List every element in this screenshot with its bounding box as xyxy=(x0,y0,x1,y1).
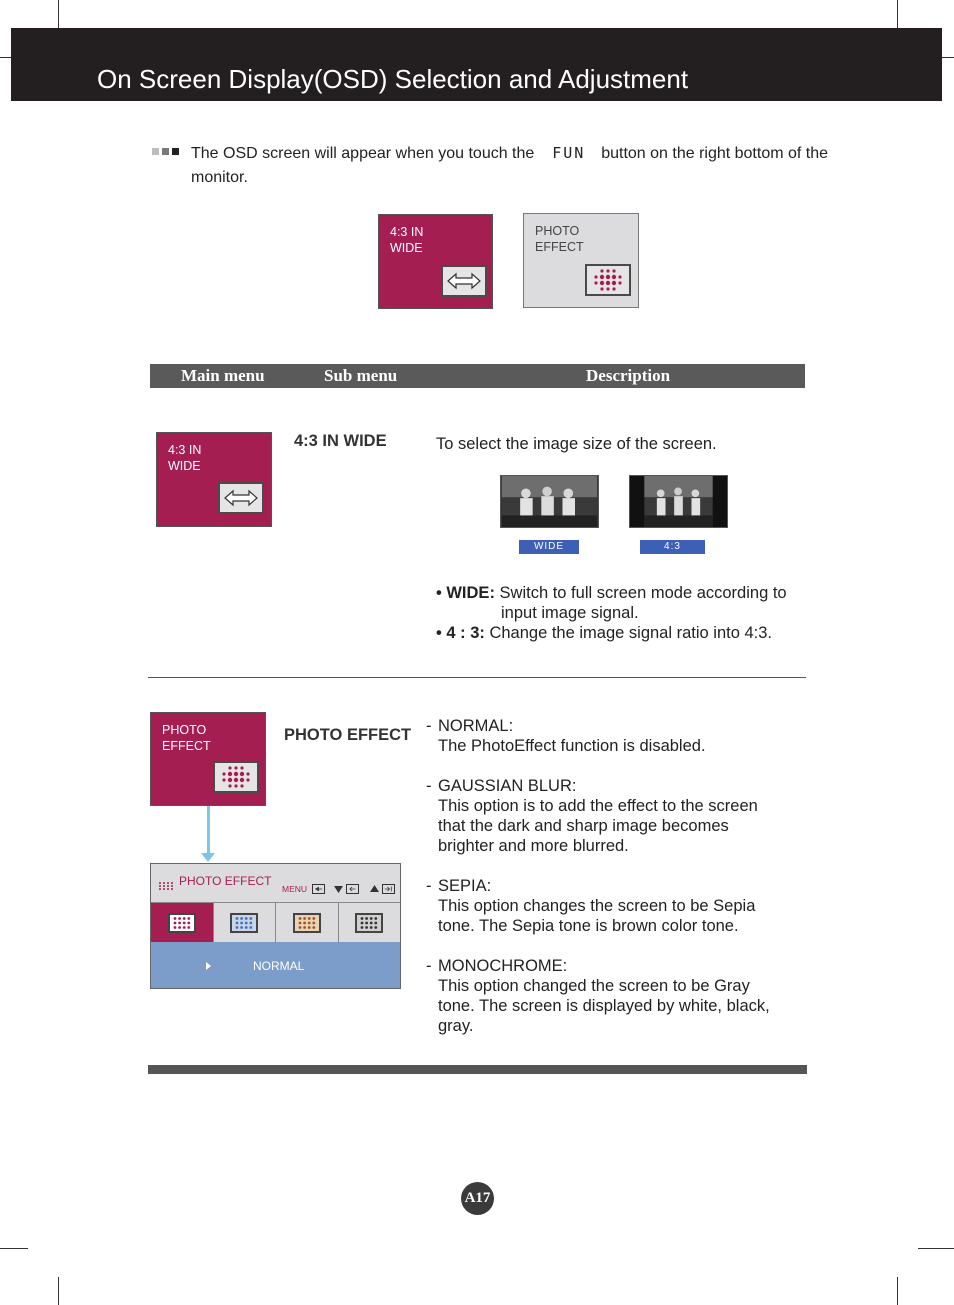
exit-icon[interactable] xyxy=(312,884,325,894)
main-menu-tile-wide xyxy=(156,432,272,527)
description-wide: To select the image size of the screen. xyxy=(436,435,717,453)
photo-effect-osd-panel xyxy=(150,863,401,989)
column-description: Description xyxy=(586,366,671,385)
bullet-4-3 xyxy=(436,623,806,643)
bullet-text: Change the image signal ratio into 4:3. xyxy=(489,624,772,642)
dot-grid-icon xyxy=(213,761,259,793)
panel-title: PHOTO EFFECT xyxy=(179,874,272,888)
bullet-text: input image signal. xyxy=(501,604,639,622)
effect-options-row xyxy=(151,902,400,943)
column-sub-menu: Sub menu xyxy=(324,366,398,385)
arrow-down-button-icon[interactable] xyxy=(332,884,345,894)
osd-tile-photo-effect xyxy=(523,213,639,308)
intro-paragraph xyxy=(191,141,831,190)
main-menu-tile-photo-effect xyxy=(150,712,266,806)
double-arrow-icon xyxy=(218,482,264,514)
crop-mark xyxy=(58,0,59,28)
bullet-term: • 4 : 3: xyxy=(436,624,485,642)
option-line: The PhotoEffect function is disabled. xyxy=(438,737,706,755)
option-line: This option is to add the effect to the screen xyxy=(438,797,758,815)
intro-text-after: button on the right bottom of the monitor. xyxy=(191,145,829,186)
gaussian-blur-effect-icon xyxy=(230,913,258,933)
dash: - xyxy=(426,957,432,975)
effect-option-normal[interactable] xyxy=(151,903,214,942)
selected-option-label: NORMAL xyxy=(253,959,305,973)
crop-mark xyxy=(0,57,11,58)
intro-text-before: The OSD screen will appear when you touch the xyxy=(191,145,535,162)
option-monochrome xyxy=(426,956,796,1036)
option-sepia xyxy=(426,876,796,936)
effect-option-sepia[interactable] xyxy=(276,903,339,942)
page-number: A17 xyxy=(461,1182,494,1215)
dash: - xyxy=(426,717,432,735)
option-gaussian-blur xyxy=(426,776,796,856)
osd-tile-label: PHOTO EFFECT xyxy=(162,723,211,753)
ratio-4-3-tag: 4:3 xyxy=(640,540,705,554)
column-main-menu: Main menu xyxy=(181,366,265,385)
dash: - xyxy=(426,877,432,895)
crop-mark xyxy=(0,1248,28,1249)
bottom-divider xyxy=(148,1065,807,1074)
osd-tile-label: PHOTO EFFECT xyxy=(535,224,584,254)
crop-mark xyxy=(918,1248,954,1249)
option-line: that the dark and sharp image becomes xyxy=(438,817,729,835)
osd-tile-label: 4:3 IN WIDE xyxy=(390,225,424,255)
section-divider xyxy=(148,677,806,678)
option-line: This option changes the screen to be Sepia xyxy=(438,897,756,915)
dot-grid-icon xyxy=(585,264,631,296)
wide-tag: WIDE xyxy=(519,540,579,554)
sub-menu-photo-effect: PHOTO EFFECT xyxy=(284,726,412,744)
osd-tile-label: 4:3 IN WIDE xyxy=(168,443,202,473)
option-line: gray. xyxy=(438,1017,474,1035)
option-line: tone. The Sepia tone is brown color tone. xyxy=(438,917,739,935)
effect-option-monochrome[interactable] xyxy=(339,903,401,942)
option-line: tone. The screen is displayed by white, black, xyxy=(438,997,770,1015)
bullet-wide xyxy=(436,583,806,623)
option-name: NORMAL: xyxy=(438,717,514,735)
option-name: SEPIA: xyxy=(438,877,492,895)
small-dot-grid-icon xyxy=(158,878,175,888)
fun-button-icon: FUN xyxy=(552,144,586,162)
crop-mark xyxy=(942,57,954,58)
play-arrow-icon xyxy=(206,962,211,970)
osd-tile-wide xyxy=(378,214,493,309)
sepia-effect-icon xyxy=(293,913,321,933)
section-bullet-icon xyxy=(152,148,179,155)
normal-effect-icon xyxy=(168,913,196,933)
selected-option-bar xyxy=(151,942,400,988)
monochrome-effect-icon xyxy=(355,913,383,933)
option-line: This option changed the screen to be Gray xyxy=(438,977,750,995)
enter-icon[interactable] xyxy=(346,884,359,894)
dash: - xyxy=(426,777,432,795)
arrow-down-icon xyxy=(201,853,215,862)
bullet-term: • WIDE: xyxy=(436,584,495,602)
effect-option-gaussian-blur[interactable] xyxy=(214,903,277,942)
panel-header xyxy=(151,864,400,902)
bullet-text: Switch to full screen mode according to xyxy=(499,584,787,602)
option-line: brighter and more blurred. xyxy=(438,837,629,855)
menu-label: MENU xyxy=(282,884,308,894)
crop-mark xyxy=(58,1277,59,1305)
option-name: MONOCHROME: xyxy=(438,957,568,975)
crop-mark xyxy=(897,0,898,28)
arrow-up-button-icon[interactable] xyxy=(368,884,381,894)
arrow-down-icon xyxy=(207,806,210,854)
page-title: On Screen Display(OSD) Selection and Adjustment xyxy=(97,64,689,94)
sub-menu-wide: 4:3 IN WIDE xyxy=(294,432,387,450)
option-name: GAUSSIAN BLUR: xyxy=(438,777,577,795)
double-arrow-icon xyxy=(441,265,487,297)
option-normal xyxy=(426,716,796,756)
ratio-4-3-preview-image xyxy=(629,475,728,528)
select-icon[interactable] xyxy=(382,884,395,894)
crop-mark xyxy=(897,1277,898,1305)
wide-preview-image xyxy=(500,475,599,528)
